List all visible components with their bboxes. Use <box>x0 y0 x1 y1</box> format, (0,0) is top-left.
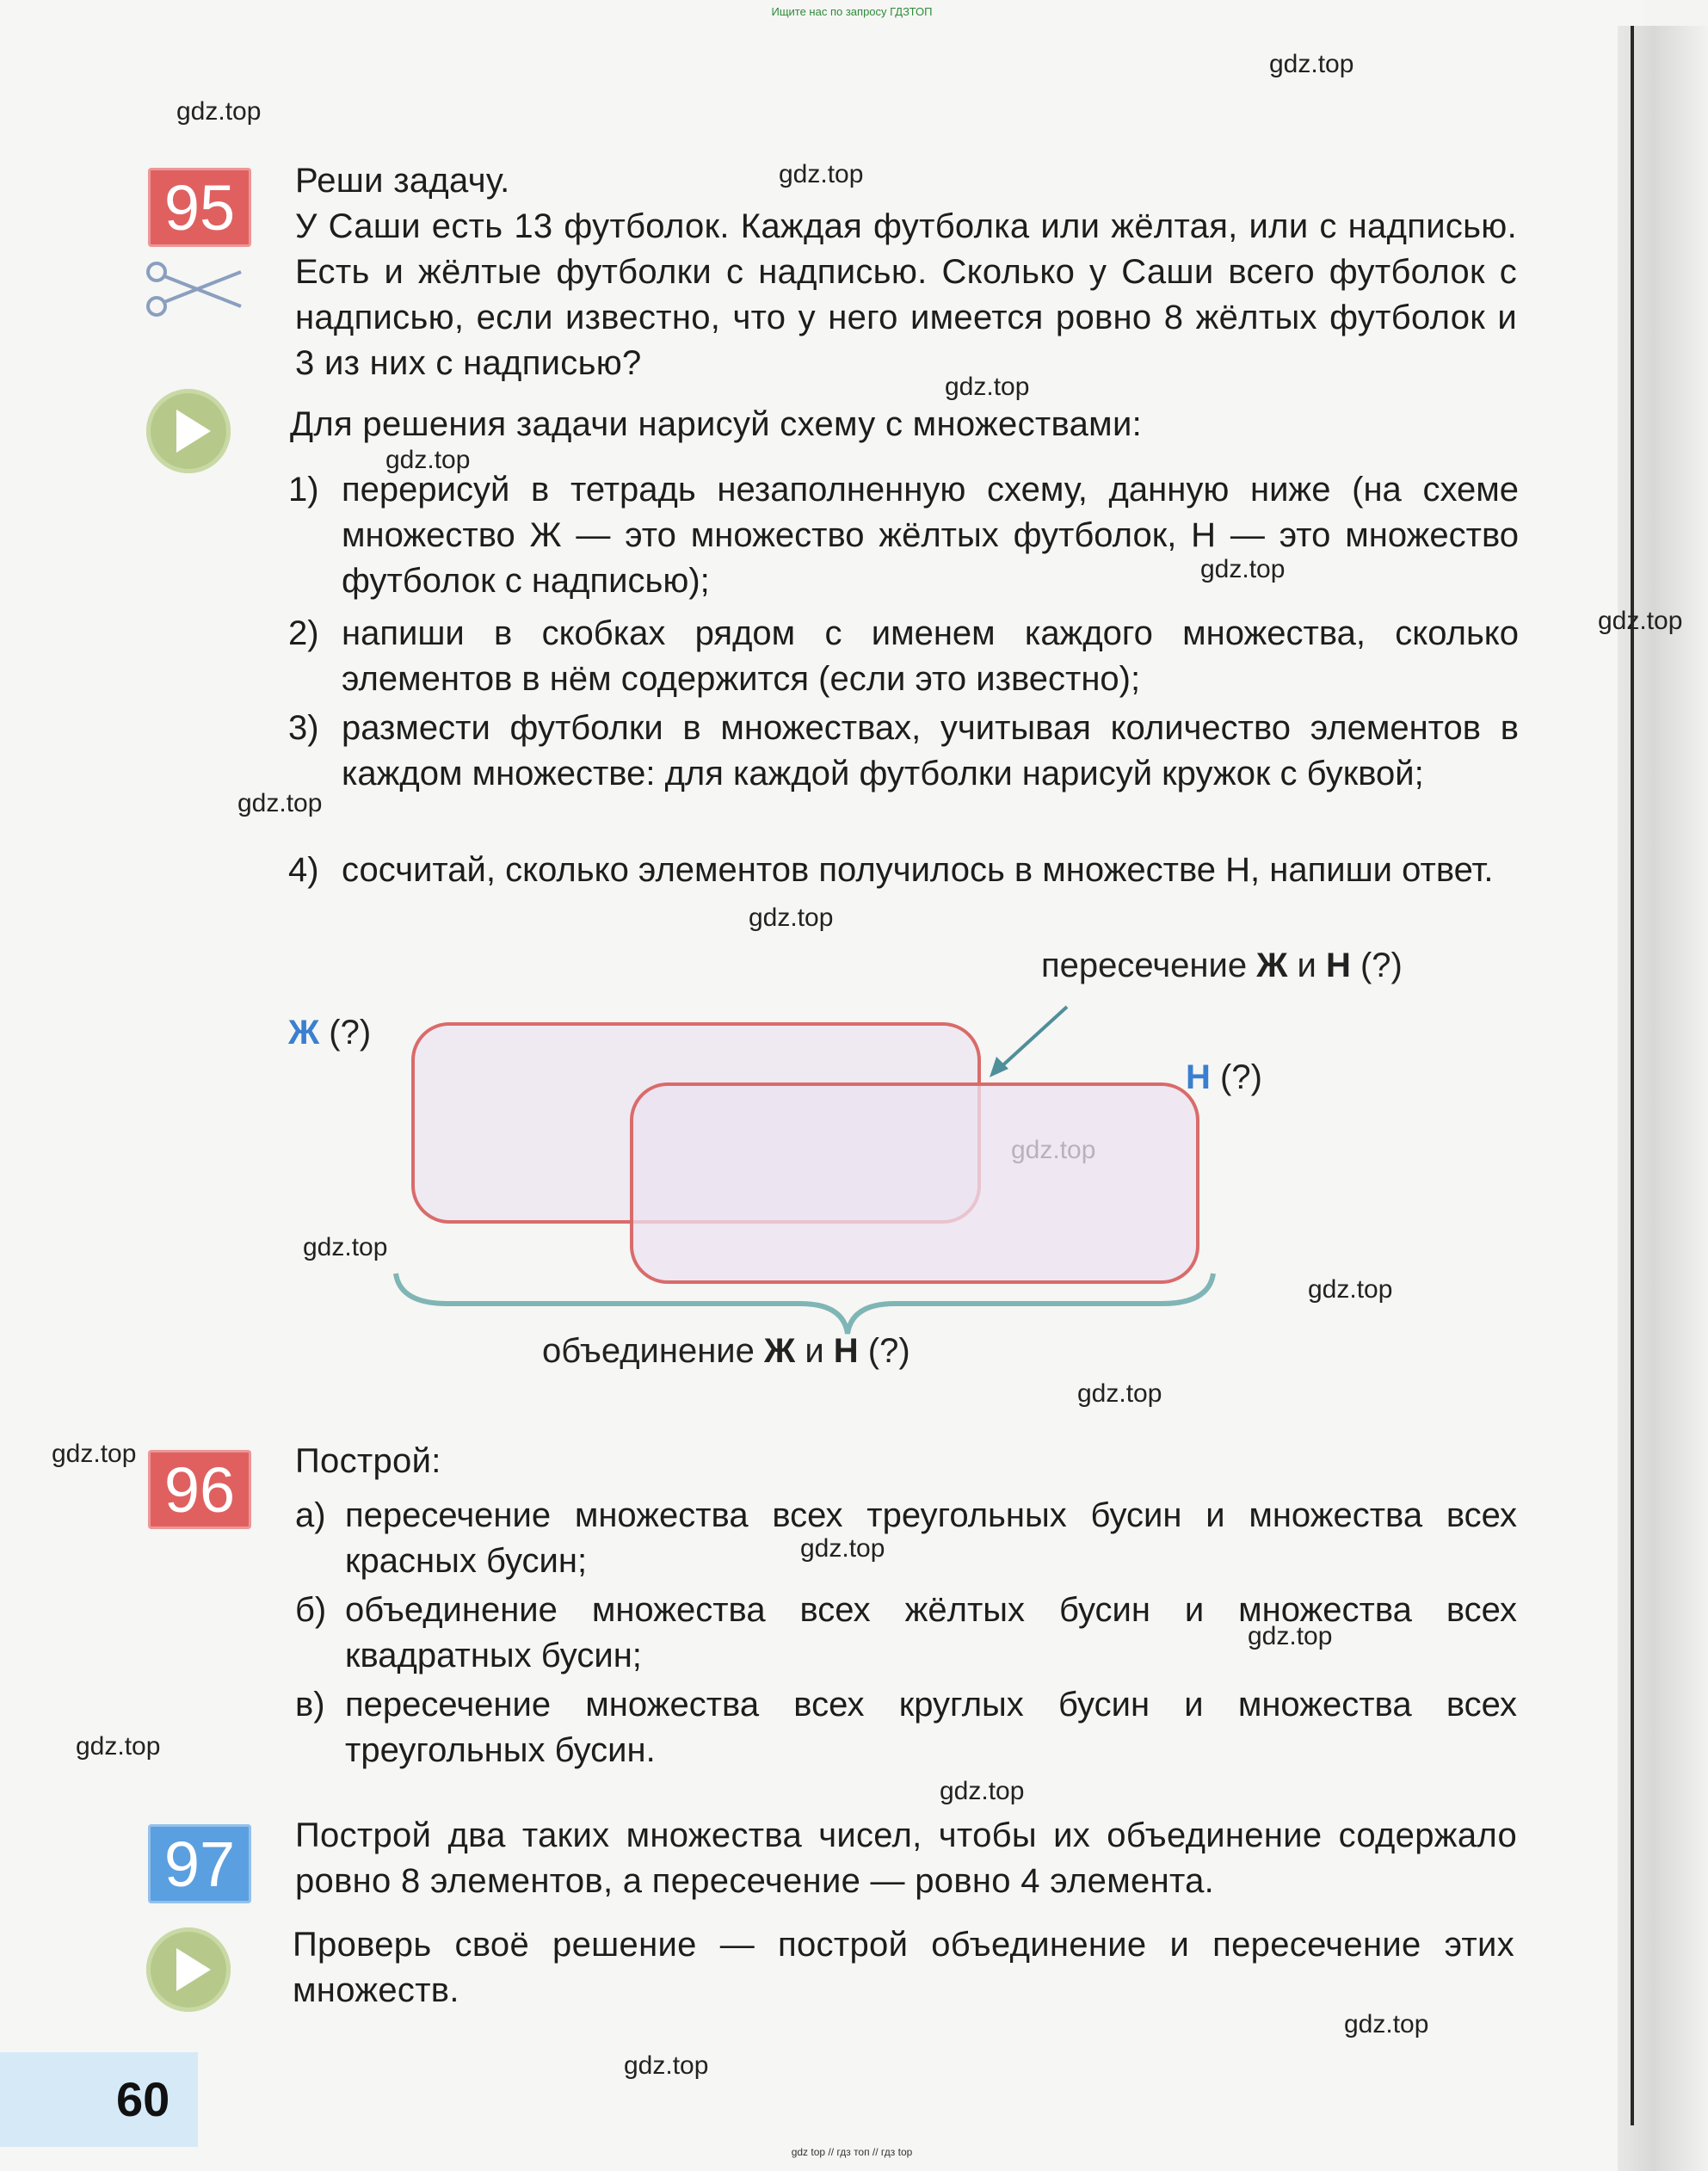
item-text: пересечение множества всех круглых бусин и множества всех треугольных бусин. <box>345 1686 1517 1769</box>
play-icon <box>146 389 231 473</box>
label-word: и <box>1297 947 1316 984</box>
set-n-region <box>632 1084 1198 1282</box>
watermark: gdz.top <box>52 1440 137 1468</box>
item-letter: б) <box>295 1591 327 1629</box>
task-97-number-badge: 97 <box>148 1824 251 1903</box>
item-letter: а) <box>295 1496 326 1534</box>
watermark: gdz.top <box>303 1233 388 1261</box>
watermark: gdz.top <box>385 446 471 474</box>
set-letter: Ж <box>288 1014 320 1052</box>
set-letter: Н <box>833 1332 859 1370</box>
step-text: сосчитай, сколько элементов получилось в множестве Н, напиши ответ. <box>342 851 1494 889</box>
label-word: пересечение <box>1041 947 1248 984</box>
watermark: gdz.top <box>1200 555 1286 583</box>
set-letter: Ж <box>764 1332 796 1370</box>
watermark: gdz.top <box>749 904 834 932</box>
watermark: gdz.top <box>176 97 262 126</box>
watermark: gdz.top <box>624 2051 709 2080</box>
step-text: размести футболки в множествах, учитывая количество элементов в каждом множестве: для каждой футболки нарисуй кружок с буквой; <box>342 709 1519 793</box>
task-96-item <box>295 1588 1517 1679</box>
watermark: gdz.top <box>237 789 323 817</box>
header-note: Ищите нас по запросу ГДЗТОП <box>771 5 933 18</box>
venn-diagram <box>275 929 1566 1377</box>
watermark: gdz.top <box>76 1732 161 1761</box>
task-95-step <box>288 706 1519 797</box>
task-96-item <box>295 1682 1517 1773</box>
watermark: gdz.top <box>1248 1622 1333 1650</box>
step-text: перерисуй в тетрадь незаполненную схему, данную ниже (на схеме множество Ж — это множество жёлтых футболок, Н — это множество футболок с надписью); <box>342 471 1519 600</box>
watermark: gdz.top <box>945 373 1030 401</box>
watermark: gdz.top <box>1269 50 1354 78</box>
task-95-step <box>288 467 1519 604</box>
task-95-intro: Для решения задачи нарисуй схему с множествами: <box>290 405 1142 443</box>
intersection-arrow <box>998 1007 1067 1070</box>
step-text: напиши в скобках рядом с именем каждого множества, сколько элементов в нём содержится (если это известно); <box>342 614 1519 698</box>
set-letter: Н <box>1186 1058 1211 1096</box>
task-95-step <box>288 611 1519 702</box>
scissors-icon <box>145 256 246 324</box>
task-95-number-badge: 95 <box>148 168 251 247</box>
task-96-title: Построй: <box>295 1442 441 1480</box>
watermark: gdz.top <box>1077 1379 1162 1408</box>
footer-note: gdz top // гдз топ // гдз top <box>791 2146 913 2158</box>
task-95-problem: У Саши есть 13 футболок. Каждая футболка или жёлтая, или с надписью. Есть и жёлтые футболки с надписью. Сколько у Саши всего футболок с надписью, если известно, что у него имеется ровно 8 жёлтых футболок и 3 из них с надписью? <box>295 207 1517 382</box>
count-placeholder: (?) <box>867 1332 910 1370</box>
arrow-head-icon <box>990 1057 1008 1077</box>
task-95-prompt: Реши задачу. <box>295 162 510 200</box>
page-number: 60 <box>116 2072 170 2126</box>
step-number: 1) <box>288 471 319 509</box>
set-zh-label <box>288 1014 371 1052</box>
item-text: пересечение множества всех треугольных бусин и множества всех красных бусин; <box>345 1496 1517 1580</box>
label-word: и <box>805 1332 824 1370</box>
set-letter: Н <box>1325 947 1351 984</box>
watermark: gdz.top <box>800 1534 885 1563</box>
watermark: gdz.top <box>1598 607 1683 635</box>
count-placeholder: (?) <box>329 1014 372 1052</box>
set-n-label <box>1186 1058 1262 1097</box>
count-placeholder: (?) <box>1360 947 1403 984</box>
play-icon <box>146 1927 231 2012</box>
page-number-block <box>0 2052 198 2147</box>
venn-shapes <box>275 929 1566 1377</box>
task-96-item <box>295 1493 1517 1584</box>
item-letter: в) <box>295 1686 325 1724</box>
task-96-number-badge: 96 <box>148 1450 251 1529</box>
step-number: 4) <box>288 851 319 889</box>
set-letter: Ж <box>1256 947 1288 984</box>
watermark: gdz.top <box>1308 1275 1393 1304</box>
step-number: 3) <box>288 709 319 747</box>
step-number: 2) <box>288 614 319 652</box>
count-placeholder: (?) <box>1220 1058 1262 1096</box>
item-text: объединение множества всех жёлтых бусин и множества всех квадратных бусин; <box>345 1591 1517 1675</box>
task-97-check: Проверь своё решение — построй объединение и пересечение этих множеств. <box>293 1926 1514 2009</box>
watermark: gdz.top <box>1344 2010 1429 2038</box>
task-97-problem: Построй два таких множества чисел, чтобы их объединение содержало ровно 8 элементов, а пересечение — ровно 4 элемента. <box>295 1816 1517 1900</box>
task-95-step <box>288 848 1519 893</box>
watermark: gdz.top <box>779 160 864 188</box>
intersection-label <box>1041 947 1403 985</box>
label-word: объединение <box>542 1332 755 1370</box>
watermark: gdz.top <box>940 1777 1025 1805</box>
page-spine <box>1631 26 1634 2125</box>
union-label <box>542 1332 910 1371</box>
